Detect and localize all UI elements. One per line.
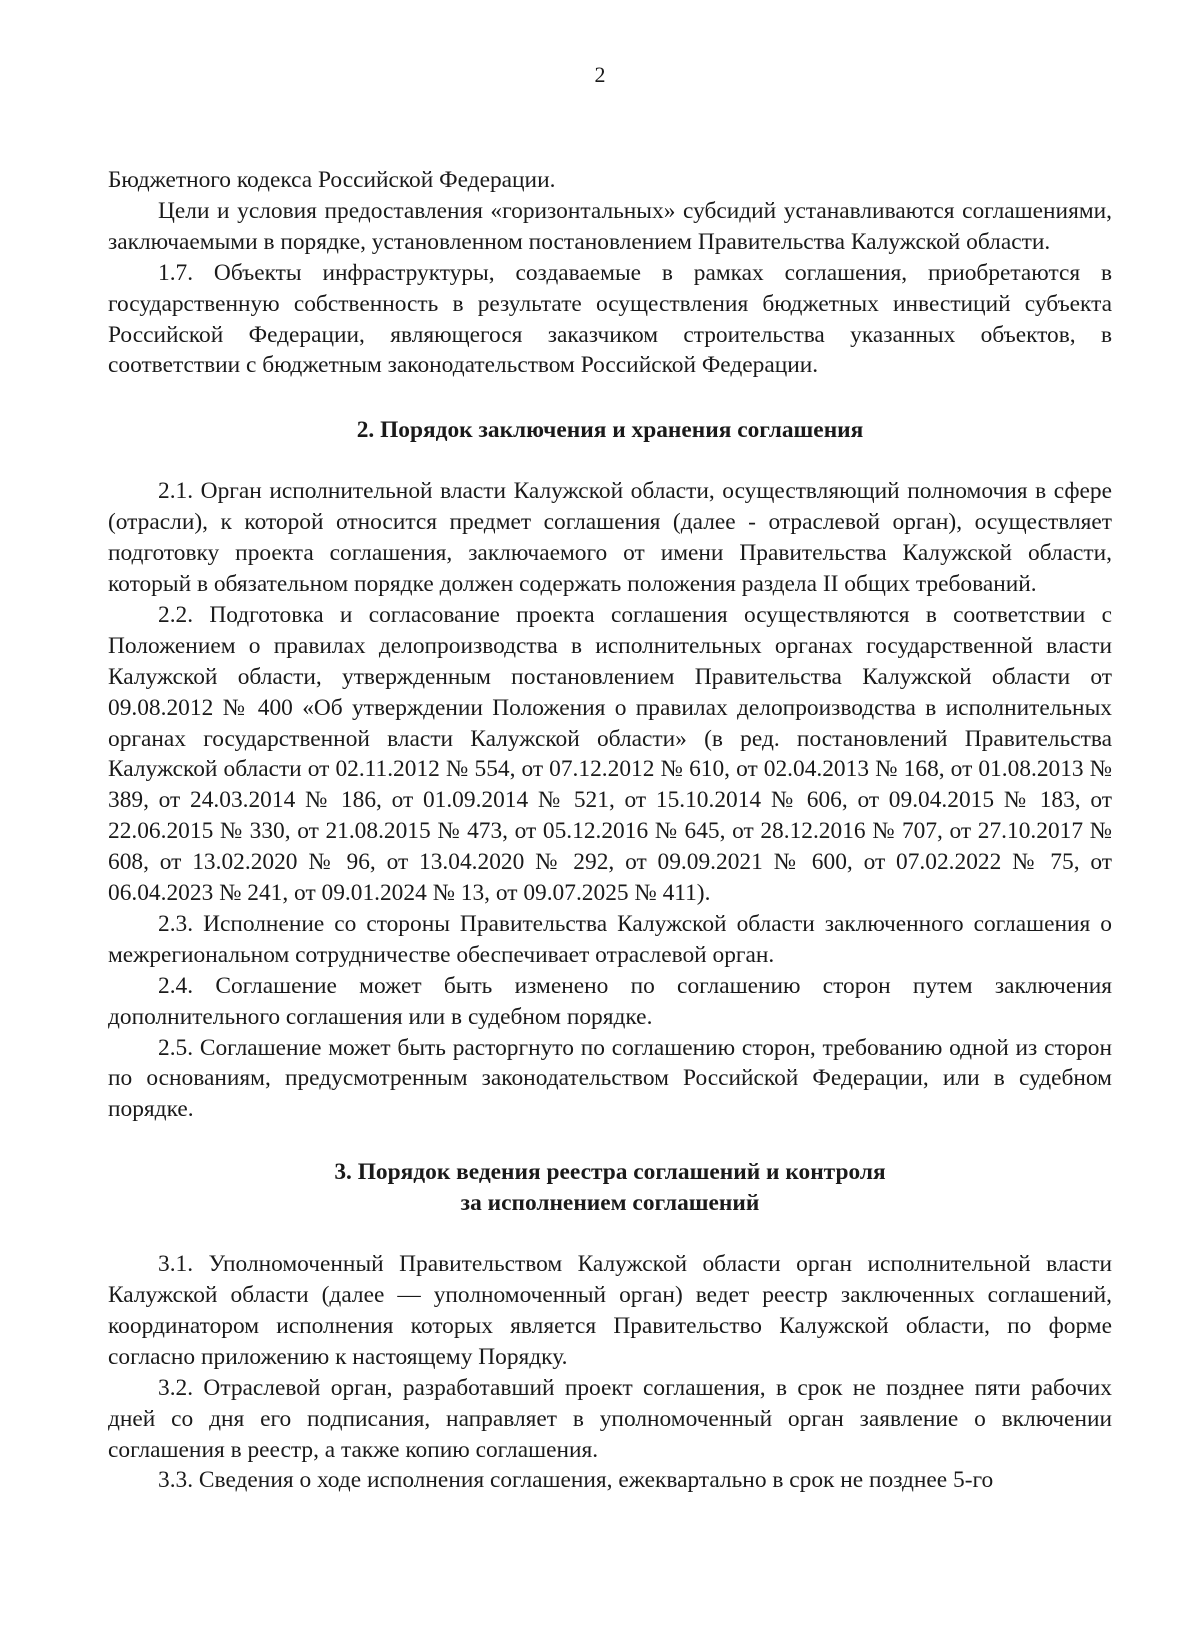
paragraph-2-4: 2.4. Соглашение может быть изменено по соглашению сторон путем заключения дополнительного соглашения или в судебном порядке. bbox=[108, 972, 1112, 1030]
paragraph-subsidies: Цели и условия предоставления «горизонтальных» субсидий устанавливаются соглашениями, заключаемыми в порядке, установленном постановлением Правительства Калужской области. bbox=[108, 197, 1112, 255]
section-3-heading bbox=[108, 1157, 1112, 1219]
page-number: 2 bbox=[594, 62, 606, 87]
paragraph-1-7: 1.7. Объекты инфраструктуры, создаваемые в рамках соглашения, приобретаются в государственную собственность в результате осуществления бюджетных инвестиций субъекта Российской Федерации, являющегося заказчиком строительства указанных объектов, в соответствии с бюджетным законодательством Российской Федерации. bbox=[108, 259, 1112, 379]
paragraph-3-3: 3.3. Сведения о ходе исполнения соглашения, ежеквартально в срок не позднее 5-го bbox=[158, 1467, 994, 1494]
section-3-heading-line2: за исполнением соглашений bbox=[460, 1190, 760, 1217]
section-3-heading-line1: 3. Порядок ведения реестра соглашений и контроля bbox=[334, 1159, 886, 1186]
paragraph-2-3: 2.3. Исполнение со стороны Правительства Калужской области заключенного соглашения о межрегиональном сотрудничестве обеспечивает отраслевой орган. bbox=[108, 910, 1112, 968]
section-2-heading: 2. Порядок заключения и хранения соглашения bbox=[356, 417, 864, 444]
paragraph-2-1: 2.1. Орган исполнительной власти Калужской области, осуществляющий полномочия в сфере (отрасли), к которой относится предмет соглашения (далее - отраслевой орган), осуществляет подготовку проекта соглашения, заключаемого от имени Правительства Калужской области, который в обязательном порядке должен содержать положения раздела II общих требований. bbox=[108, 478, 1112, 597]
document-body bbox=[108, 165, 1112, 1496]
paragraph-3-1: 3.1. Уполномоченный Правительством Калужской области орган исполнительной власти Калужской области (далее — уполномоченный орган) ведет реестр заключенных соглашений, координатором исполнения которых является Правительство Калужской области, по форме согласно приложению к настоящему Порядку. bbox=[108, 1251, 1112, 1370]
paragraph-continuation: Бюджетного кодекса Российской Федерации. bbox=[108, 167, 556, 193]
paragraph-2-2: 2.2. Подготовка и согласование проекта соглашения осуществляются в соответствии с Положением о правилах делопроизводства в исполнительных органах государственной власти Калужской области, утвержденным постановлением Правительства Калужской области от 09.08.2012 № 400 «Об утверждении Положения о правилах делопроизводства в исполнительных органах государственной власти Калужской области» (в ред. постановлений Правительства Калужской области от 02.11.2012 № 554, от 07.12.2012 № 610, от 02.04.2013 № 168, от 01.08.2013 № 389, от 24.03.2014 № 186, от 01.09.2014 № 521, от 15.10.2014 № 606, от 09.04.2015 № 183, от 22.06.2015 № 330, от 21.08.2015 № 473, от 05.12.2016 № 645, от 28.12.2016 № 707, от 27.10.2017 № 608, от 13.02.2020 № 96, от 13.04.2020 № 292, от 09.09.2021 № 600, от 07.02.2022 № 75, от 06.04.2023 № 241, от 09.01.2024 № 13, от 09.07.2025 № 411). bbox=[108, 601, 1112, 907]
paragraph-3-2: 3.2. Отраслевой орган, разработавший проект соглашения, в срок не позднее пяти рабочих дней со дня его подписания, направляет в уполномоченный орган заявление о включении соглашения в реестр, а также копию соглашения. bbox=[108, 1374, 1112, 1463]
paragraph-2-5: 2.5. Соглашение может быть расторгнуто по соглашению сторон, требованию одной из сторон по основаниям, предусмотренным законодательством Российской Федерации, или в судебном порядке. bbox=[108, 1034, 1112, 1123]
